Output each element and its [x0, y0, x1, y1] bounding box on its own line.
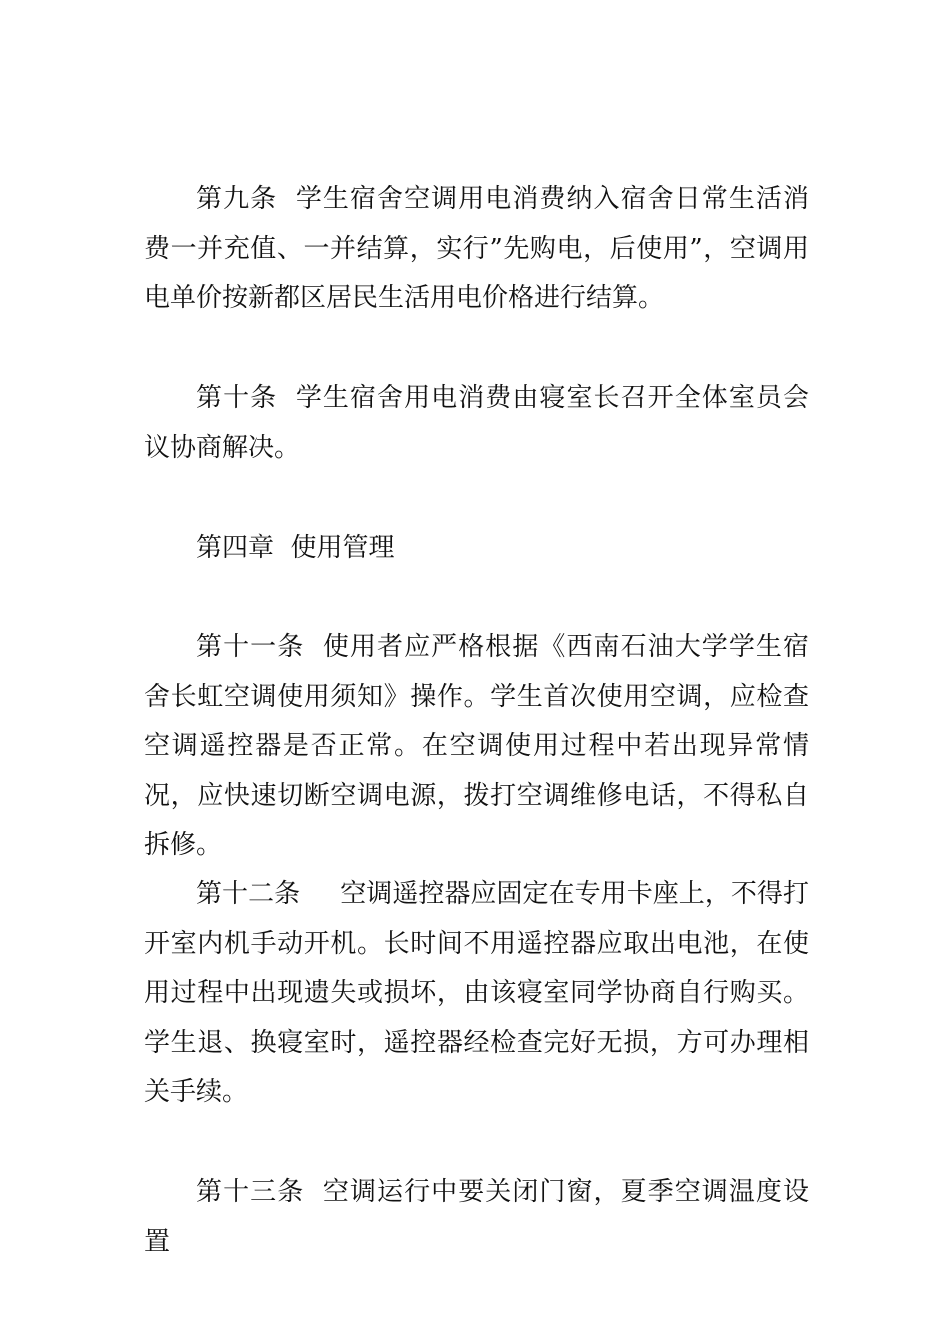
chapter-title: 使用管理: [290, 533, 395, 563]
article-text: 学生宿舍空调用电消费纳入宿舍日常生活消费一并充值、一并结算，实行”先购电，后使用”，空调用电单价按新都区居民生活用电价格进行结算。: [144, 184, 809, 313]
article-text: 空调遥控器应固定在专用卡座上，不得打开室内机手动开机。长时间不用遥控器应取出电池，在使用过程中出现遗失或损坏，由该寝室同学协商自行购买。学生退、换寝室时，遥控器经检查完好无损，方可办理相关手续。: [144, 879, 809, 1107]
chapter-heading: [196, 524, 395, 574]
article-number: 第十条: [196, 383, 278, 413]
chapter-number: 第四章: [196, 533, 275, 563]
article-text: 空调运行中要关闭门窗，夏季空调温度设置: [144, 1177, 809, 1257]
article-13: [144, 1168, 809, 1267]
article-number: 第十一条: [196, 632, 305, 662]
article-number: 第十三条: [196, 1177, 305, 1207]
article-12: [144, 870, 809, 1118]
article-9: [144, 175, 809, 324]
article-10: [144, 374, 809, 473]
article-text: 使用者应严格根据《西南石油大学学生宿舍长虹空调使用须知》操作。学生首次使用空调，应检查空调遥控器是否正常。在空调使用过程中若出现异常情况，应快速切断空调电源，拨打空调维修电话，不得私自拆修。: [144, 632, 809, 860]
article-number: 第九条: [196, 184, 278, 214]
article-11: [144, 623, 809, 871]
article-text: 学生宿舍用电消费由寝室长召开全体室员会议协商解决。: [144, 383, 809, 463]
article-number: 第十二条: [196, 879, 301, 909]
